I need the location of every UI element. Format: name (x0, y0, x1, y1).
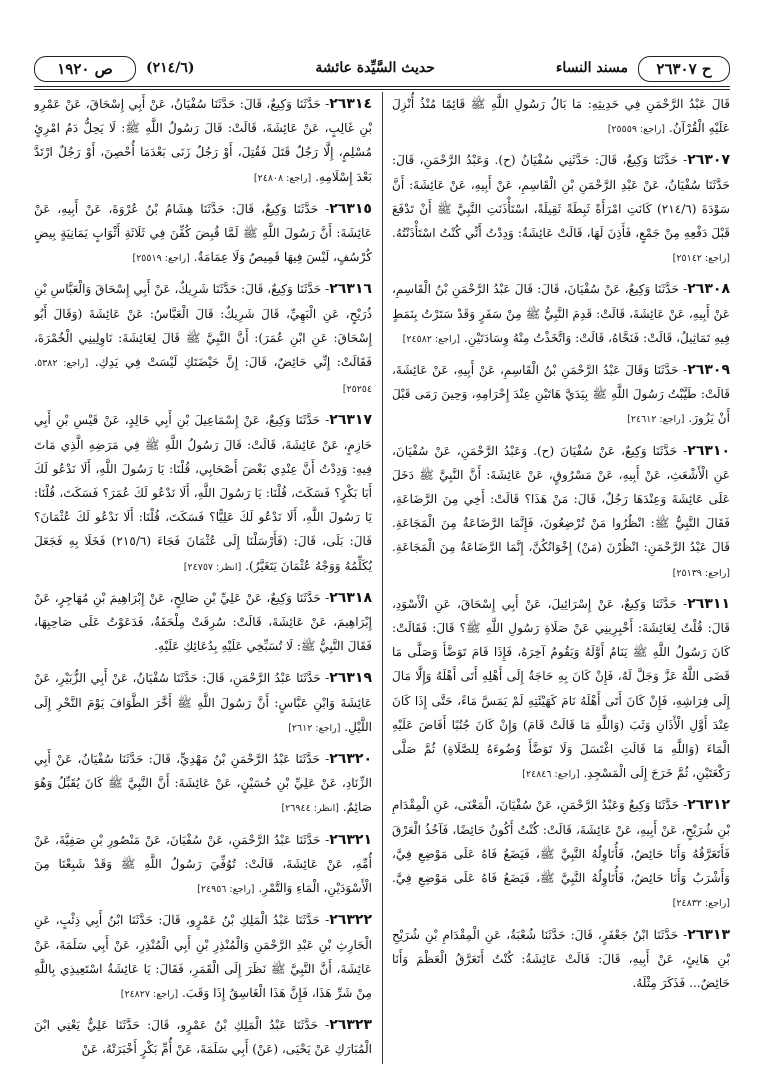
left-column (34, 92, 372, 1064)
musnad-title: مسند النساء (555, 60, 628, 76)
hadith-entry: ٢٦٣٠٧- حَدَّثَنَا وَكِيعٌ، قَالَ: حَدَّثَنِي سُفْيَانُ (ح). وَعَبْدُ الرَّحْمَنِ، قَالَ: حَدَّثَنَا سُفْيَانُ، عَنْ عَبْدِ الرَّحْمَنِ بْنِ الْقَاسِمِ، عَنْ أَبِيهِ، عَنْ عَائِشَةَ: أَنَّ سَوْدَةَ (٢١٤/٦) كَانَتِ امْرَأَةً ثَبِطَةً ثَقِيلَةً، اسْتَأْذَنَتِ النَّبِيَّ ﷺ أَنْ تَدْفَعَ قَبْلَ دَفْعِهِ مِنْ جَمْعٍ، فَأَذِنَ لَهَا، قَالَتْ عَائِشَةُ: وَدِدْتُ أَنِّي كُنْتُ اسْتَأْذَنْتُهُ. [راجع: ٢٥١٤٢] (392, 152, 730, 265)
hadith-entry: ٢٦٣١٤- حَدَّثَنَا وَكِيعٌ، قَالَ: حَدَّثَنَا سُفْيَانُ، عَنْ أَبِي إِسْحَاقَ، عَنْ عَمْرِو بْنِ غَالِبٍ، عَنْ عَائِشَةَ، قَالَتْ: قَالَ رَسُولُ اللَّهِ ﷺ: لَا يَحِلُّ دَمُ امْرِئٍ مُسْلِمٍ، إِلَّا رَجُلٌ قَتَلَ فَقُتِلَ، أَوْ رَجُلٌ زَنَى بَعْدَمَا أُحْصِنَ، أَوْ رَجُلٌ ارْتَدَّ بَعْدَ إِسْلَامِهِ. [راجع: ٢٤٨٠٨] (34, 96, 372, 184)
hadith-entry: ٢٦٣١٣- حَدَّثَنَا ابْنُ جَعْفَرٍ، قَالَ: حَدَّثَنَا شُعْبَةُ، عَنِ الْمِقْدَامِ بْنِ شُرَيْحِ بْنِ هَانِئٍ، عَنْ أَبِيهِ، قَالَ: قَالَتْ عَائِشَةُ: كُنْتُ أَتَعَرَّقُ الْعَظْمَ وَأَنَا حَائِضٌ... فَذَكَرَ مِثْلَهُ. (392, 926, 730, 990)
hadith-number: ٢٦٣١٧ (329, 412, 372, 429)
hadith-text: حَدَّثَنَا عَبْدُ الرَّحْمَنِ بْنُ مَهْدِيٍّ، قَالَ: حَدَّثَنَا سُفْيَانُ، عَنْ أَبِي الزِّنَادِ، عَنْ عَلِيِّ بْنِ حُسَيْنٍ، عَنْ عَائِشَةَ: أَنَّ النَّبِيَّ ﷺ كَانَ يُقَبِّلُ وَهُوَ صَائِمٌ. (34, 752, 372, 815)
hadith-number: ٢٦٣٠٩ (687, 362, 730, 379)
hadith-text: حَدَّثَنَا وَكِيعٌ، عَنْ إِسْمَاعِيلَ بْنِ أَبِي خَالِدٍ، عَنْ قَيْسِ بْنِ أَبِي حَازِمٍ، عَنْ عَائِشَةَ، قَالَتْ: قَالَ رَسُولُ اللَّهِ ﷺ فِي مَرَضِهِ الَّذِي مَاتَ فِيهِ: وَدِدْتُ أَنَّ عِنْدِي بَعْضَ أَصْحَابِي، قُلْنَا: يَا رَسُولَ اللَّهِ، أَلَا نَدْعُو لَكَ أَبَا بَكْرٍ؟ فَسَكَتَ، قُلْنَا: يَا رَسُولَ اللَّهِ، أَلَا نَدْعُو لَكَ عُمَرَ؟ فَسَكَتَ، قُلْنَا: يَا رَسُولَ اللَّهِ، أَلَا نَدْعُو لَكَ عَلِيًّا؟ فَسَكَتَ، قُلْنَا: أَلَا نَدْعُو لَكَ عُثْمَانَ؟ قَالَ: بَلَى، قَالَ: (فَأَرْسَلْنَا إِلَى عُثْمَانَ فَجَاءَ (٢١٥/٦) فَخَلَا بِهِ فَجَعَلَ يُكَلِّمُهُ وَوَجْهُ عُثْمَانَ يَتَغَيَّرُ). (34, 413, 372, 573)
hadith-number: ٢٦٣١٥ (329, 200, 372, 217)
header-rule (34, 86, 730, 87)
hadith-number: ٢٦٣١٦ (329, 281, 372, 298)
right-column (392, 92, 730, 1064)
hadith-ref: [انظر: ٢٤٧٥٧] (183, 561, 242, 573)
hadith-text: حَدَّثَنَا وَكِيعٌ، قَالَ: حَدَّثَنَا شَرِيكٌ، عَنْ أَبِي إِسْحَاقَ وَالْعَبَّاسِ بْنِ ذُرَيْحٍ، عَنِ الْبَهِيِّ، قَالَ شَرِيكٌ: قَالَ الْعَبَّاسُ: عَنْ عَائِشَةَ (وَقَالَ أَبُو إِسْحَاقَ: عَنِ ابْنِ عُمَرَ): أَنَّ النَّبِيَّ ﷺ قَالَ لِعَائِشَةَ: نَاوِلِينِي الْخُمْرَةَ، فَقَالَتْ: إِنِّي حَائِضٌ، قَالَ: إِنَّ حَيْضَتَكِ لَيْسَتْ فِي يَدِكِ. (34, 282, 372, 370)
hadith-text: حَدَّثَنَا وَكِيعٌ، قَالَ: حَدَّثَنِي سُفْيَانُ (ح). وَعَبْدُ الرَّحْمَنِ، قَالَ: حَدَّثَنَا سُفْيَانُ، عَنْ عَبْدِ الرَّحْمَنِ بْنِ الْقَاسِمِ، عَنْ أَبِيهِ، عَنْ عَائِشَةَ: أَنَّ سَوْدَةَ (٢١٤/٦) كَانَتِ امْرَأَةً ثَبِطَةً ثَقِيلَةً، اسْتَأْذَنَتِ النَّبِيَّ ﷺ أَنْ تَدْفَعَ قَبْلَ دَفْعِهِ مِنْ جَمْعٍ، فَأَذِنَ لَهَا، قَالَتْ عَائِشَةُ: وَدِدْتُ أَنِّي كُنْتُ اسْتَأْذَنْتُهُ. (392, 153, 730, 241)
hadith-range-box: ح ٢٦٣٠٧ (638, 56, 730, 82)
hadith-entry: ٢٦٣٢٣- حَدَّثَنَا عَبْدُ الْمَلِكِ بْنُ عَمْرٍو، قَالَ: حَدَّثَنَا عَلِيٌّ يَعْنِي ابْنَ الْمُبَارَكِ عَنْ يَحْيَى، (عَنْ) أَبِي سَلَمَةَ، عَنْ أُمِّ بَكْرٍ أَخْبَرَتْهُ، عَنْ (34, 1017, 372, 1057)
hadith-entry: ٢٦٣٠٨- حَدَّثَنَا وَكِيعٌ، عَنْ سُفْيَانَ، قَالَ: قَالَ عَبْدُ الرَّحْمَنِ بْنُ الْقَاسِمِ، عَنْ أَبِيهِ، عَنْ عَائِشَةَ، قَالَتْ: قَدِمَ النَّبِيُّ ﷺ مِنْ سَفَرٍ وَقَدْ سَتَرْتُ بِنَمَطٍ فِيهِ تَمَاثِيلُ، قَالَتْ: فَنَحَّاهُ، قَالَتْ: وَاتَّخَذْتُ مِنْهُ وِسَادَتَيْنِ. [راجع: ٢٤٥٨٢] (392, 281, 730, 345)
hadith-entry: ٢٦٣١٩- حَدَّثَنَا عَبْدُ الرَّحْمَنِ، قَالَ: حَدَّثَنَا سُفْيَانُ، عَنْ أَبِي الزُّبَيْرِ، عَنْ عَائِشَةَ وَابْنِ عَبَّاسٍ: أَنَّ رَسُولَ اللَّهِ ﷺ أَخَّرَ الطَّوَافَ يَوْمَ النَّحْرِ إِلَى اللَّيْلِ. [راجع: ٢٦١٢] (34, 670, 372, 734)
header-rule-thin (34, 89, 730, 90)
hadith-text: حَدَّثَنَا عَبْدُ الْمَلِكِ بْنُ عَمْرٍو، قَالَ: حَدَّثَنَا عَلِيٌّ يَعْنِي ابْنَ الْمُبَارَكِ عَنْ يَحْيَى، (عَنْ) أَبِي سَلَمَةَ، عَنْ أُمِّ بَكْرٍ أَخْبَرَتْهُ، عَنْ (34, 1018, 372, 1057)
hadith-entry: ٢٦٣١٨- حَدَّثَنَا وَكِيعٌ، عَنْ عَلِيِّ بْنِ صَالِحٍ، عَنْ إِبْرَاهِيمَ بْنِ مُهَاجِرٍ، عَنْ إِبْرَاهِيمَ، عَنْ عَائِشَةَ، قَالَتْ: سُرِقَتْ مِلْحَفَةٌ، فَدَعَوْتُ عَلَى صَاحِبِهَا، فَقَالَ النَّبِيُّ ﷺ: لَا تُسَبِّخِي عَلَيْهِ بِدُعَائِكِ عَلَيْهِ. (34, 589, 372, 654)
hadith-text: حَدَّثَنَا وَكِيعٌ، عَنْ إِسْرَائِيلَ، عَنْ أَبِي إِسْحَاقَ، عَنِ الْأَسْوَدِ، قَالَ: قُلْتُ لِعَائِشَةَ: أَخْبِرِينِي عَنْ صَلَاةِ رَسُولِ اللَّهِ ﷺ؟ قَالَ: فَقَالَتْ: كَانَ رَسُولُ اللَّهِ ﷺ يَنَامُ أَوَّلَهُ وَيَقُومُ آخِرَهُ، فَإِذَا قَامَ تَوَضَّأَ وَصَلَّى مَا قَضَى اللَّهُ عَزَّ وَجَلَّ لَهُ، فَإِنْ كَانَ بِهِ حَاجَةٌ إِلَى أَهْلِهِ أَتَى أَهْلَهُ وَإِلَّا مَالَ إِلَى فِرَاشِهِ، فَإِنْ كَانَ أَتَى أَهْلَهُ نَامَ كَهَيْئَتِهِ لَمْ يَمَسَّ مَاءً، حَتَّى إِذَا كَانَ عِنْدَ أَوَّلِ الْأَذَانِ وَثَبَ (وَاللَّهِ مَا قَالَتْ قَامَ) وَإِنْ كَانَ جُنُبًا أَفَاضَ عَلَيْهِ الْمَاءَ (وَاللَّهِ مَا قَالَتِ اغْتَسَلَ وَلَا تَوَضَّأَ وُضُوءَهُ لِلصَّلَاةِ) ثُمَّ صَلَّى رَكْعَتَيْنِ، ثُمَّ خَرَجَ إِلَى الْمَسْجِدِ. (392, 596, 730, 781)
hadith-entry: ٢٦٣١٢- حَدَّثَنَا وَكِيعٌ وَعَبْدُ الرَّحْمَنِ، عَنْ سُفْيَانَ، الْمَعْنَى، عَنِ الْمِقْدَامِ بْنِ شُرَيْحٍ، عَنْ أَبِيهِ، عَنْ عَائِشَةَ، قَالَتْ: كُنْتُ أَكُونُ حَائِضًا، فَآخُذُ الْعَرْقَ فَأَتَعَرَّقُهُ وَأَنَا حَائِضٌ، فَأُنَاوِلُهُ النَّبِيَّ ﷺ، فَيَضَعُ فَاهُ عَلَى مَوْضِعِ فِيَّ، وَأَشْرَبُ وَأَنَا حَائِضٌ، فَأُنَاوِلُهُ النَّبِيَّ ﷺ، فَيَضَعُ فَاهُ عَلَى مَوْضِعِ فِيَّ. [راجع: ٢٤٨٣٢] (392, 797, 730, 910)
hadith-number: ٢٦٣١٤ (329, 96, 372, 112)
hadith-ref: [راجع: ٢٥١٤٢] (672, 253, 730, 265)
continuation-text: قَالَ عَبْدُ الرَّحْمَنِ فِي حَدِيثِهِ: مَا بَالُ رَسُولِ اللَّهِ ﷺ قَائِمًا مُنْذُ أُنْزِلَ عَلَيْهِ الْقُرْآنُ. (392, 97, 730, 136)
hadith-number: ٢٦٣٢١ (329, 831, 372, 848)
hadith-number: ٢٦٣١٨ (329, 589, 372, 606)
hadith-ref: [راجع: ٢٤٨٣٢] (672, 898, 730, 910)
hadith-text: حَدَّثَنَا وَكِيعٌ، عَنْ سُفْيَانَ، قَالَ: قَالَ عَبْدُ الرَّحْمَنِ بْنُ الْقَاسِمِ، عَنْ أَبِيهِ، عَنْ عَائِشَةَ، قَالَتْ: قَدِمَ النَّبِيُّ ﷺ مِنْ سَفَرٍ وَقَدْ سَتَرْتُ بِنَمَطٍ فِيهِ تَمَاثِيلُ، قَالَتْ: فَنَحَّاهُ، قَالَتْ: وَاتَّخَذْتُ مِنْهُ وِسَادَتَيْنِ. (392, 282, 730, 345)
hadith-entry: ٢٦٣٢٠- حَدَّثَنَا عَبْدُ الرَّحْمَنِ بْنُ مَهْدِيٍّ، قَالَ: حَدَّثَنَا سُفْيَانُ، عَنْ أَبِي الزِّنَادِ، عَنْ عَلِيِّ بْنِ حُسَيْنٍ، عَنْ عَائِشَةَ: أَنَّ النَّبِيَّ ﷺ كَانَ يُقَبِّلُ وَهُوَ صَائِمٌ. [انظر: ٢٦٩٤٤] (34, 751, 372, 815)
hadith-number: ٢٦٣١١ (687, 595, 730, 612)
hadith-ref: [راجع: ٢٤٨٠٨] (253, 172, 312, 184)
hadith-number: ٢٦٣٢٠ (329, 751, 372, 768)
hadith-number: ٢٦٣١٩ (329, 670, 372, 687)
hadith-text: حَدَّثَنَا وَكِيعٌ، قَالَ: حَدَّثَنَا هِشَامُ بْنُ عُرْوَةَ، عَنْ أَبِيهِ، عَنْ عَائِشَةَ: أَنَّ رَسُولَ اللَّهِ ﷺ لَمَّا قُبِضَ كُفِّنَ فِي ثَلَاثَةِ أَثْوَابٍ يَمَانِيَةٍ بِيضٍ كُرْسُفٍ، لَيْسَ فِيهَا قَمِيصٌ وَلَا عِمَامَةٌ. (34, 201, 372, 265)
hadith-entry: ٢٦٣١٧- حَدَّثَنَا وَكِيعٌ، عَنْ إِسْمَاعِيلَ بْنِ أَبِي خَالِدٍ، عَنْ قَيْسِ بْنِ أَبِي حَازِمٍ، عَنْ عَائِشَةَ، قَالَتْ: قَالَ رَسُولُ اللَّهِ ﷺ فِي مَرَضِهِ الَّذِي مَاتَ فِيهِ: وَدِدْتُ أَنَّ عِنْدِي بَعْضَ أَصْحَابِي، قُلْنَا: يَا رَسُولَ اللَّهِ، أَلَا نَدْعُو لَكَ أَبَا بَكْرٍ؟ فَسَكَتَ، قُلْنَا: يَا رَسُولَ اللَّهِ، أَلَا نَدْعُو لَكَ عُمَرَ؟ فَسَكَتَ، قُلْنَا: يَا رَسُولَ اللَّهِ، أَلَا نَدْعُو لَكَ عَلِيًّا؟ فَسَكَتَ، قُلْنَا: أَلَا نَدْعُو لَكَ عُثْمَانَ؟ قَالَ: بَلَى، قَالَ: (فَأَرْسَلْنَا إِلَى عُثْمَانَ فَجَاءَ (٢١٥/٦) فَخَلَا بِهِ فَجَعَلَ يُكَلِّمُهُ وَوَجْهُ عُثْمَانَ يَتَغَيَّرُ). [انظر: ٢٤٧٥٧] (34, 412, 372, 573)
hadith-ref: [راجع: ٢٤٦١٢] (627, 414, 685, 426)
hadith-number: ٢٦٣٠٨ (687, 281, 730, 298)
hadith-number: ٢٦٣١٢ (687, 797, 730, 814)
hadith-ref: [راجع: ٥٣٨٢، ٢٥٢٥٤] (34, 358, 372, 396)
hadith-entry: ٢٦٣١١- حَدَّثَنَا وَكِيعٌ، عَنْ إِسْرَائِيلَ، عَنْ أَبِي إِسْحَاقَ، عَنِ الْأَسْوَدِ، قَالَ: قُلْتُ لِعَائِشَةَ: أَخْبِرِينِي عَنْ صَلَاةِ رَسُولِ اللَّهِ ﷺ؟ قَالَ: فَقَالَتْ: كَانَ رَسُولُ اللَّهِ ﷺ يَنَامُ أَوَّلَهُ وَيَقُومُ آخِرَهُ، فَإِذَا قَامَ تَوَضَّأَ وَصَلَّى مَا قَضَى اللَّهُ عَزَّ وَجَلَّ لَهُ، فَإِنْ كَانَ بِهِ حَاجَةٌ إِلَى أَهْلِهِ أَتَى أَهْلَهُ وَإِلَّا مَالَ إِلَى فِرَاشِهِ، فَإِنْ كَانَ أَتَى أَهْلَهُ نَامَ كَهَيْئَتِهِ لَمْ يَمَسَّ مَاءً، حَتَّى إِذَا كَانَ عِنْدَ أَوَّلِ الْأَذَانِ وَثَبَ (وَاللَّهِ مَا قَالَتْ قَامَ) وَإِنْ كَانَ جُنُبًا أَفَاضَ عَلَيْهِ الْمَاءَ (وَاللَّهِ مَا قَالَتِ اغْتَسَلَ وَلَا تَوَضَّأَ وُضُوءَهُ لِلصَّلَاةِ) ثُمَّ صَلَّى رَكْعَتَيْنِ، ثُمَّ خَرَجَ إِلَى الْمَسْجِدِ. [راجع: ٢٤٨٤٦] (392, 595, 730, 781)
continuation-entry (392, 92, 730, 142)
hadith-text: حَدَّثَنَا عَبْدُ الْمَلِكِ بْنُ عَمْرٍو، قَالَ: حَدَّثَنَا ابْنُ أَبِي ذِئْبٍ، عَنِ الْحَارِثِ بْنِ عَبْدِ الرَّحْمَنِ وَالْمُنْذِرِ بْنِ أَبِي الْمُنْذِرِ، عَنْ أَبِي سَلَمَةَ، عَنْ عَائِشَةَ، أَنَّ النَّبِيَّ ﷺ نَظَرَ إِلَى الْقَمَرِ، فَقَالَ: يَا عَائِشَةُ اسْتَعِيذِي بِاللَّهِ مِنْ شَرِّ هَذَا، فَإِنَّ هَذَا الْغَاسِقُ إِذَا وَقَبَ. (34, 913, 372, 1000)
hadith-number: ٢٦٣٢٣ (329, 1017, 372, 1034)
hadith-number: ٢٦٣١٣ (687, 926, 730, 943)
hadith-number: ٢٦٣١٠ (687, 442, 730, 459)
hadith-ref: [راجع: ٢٤٩٥٦] (197, 884, 255, 896)
hadith-text: حَدَّثَنَا وَكِيعٌ، قَالَ: حَدَّثَنَا سُفْيَانُ، عَنْ أَبِي إِسْحَاقَ، عَنْ عَمْرِو بْنِ غَالِبٍ، عَنْ عَائِشَةَ، قَالَتْ: قَالَ رَسُولُ اللَّهِ ﷺ: لَا يَحِلُّ دَمُ امْرِئٍ مُسْلِمٍ، إِلَّا رَجُلٌ قَتَلَ فَقُتِلَ، أَوْ رَجُلٌ زَنَى بَعْدَمَا أُحْصِنَ، أَوْ رَجُلٌ ارْتَدَّ بَعْدَ إِسْلَامِهِ. (34, 97, 372, 184)
hadith-ref: [راجع: ٢٥١٣٩] (672, 567, 730, 579)
page-number-box: ص ١٩٢٠ (34, 56, 136, 82)
hadith-text: حَدَّثَنَا عَبْدُ الرَّحْمَنِ، عَنْ سُفْيَانَ، عَنْ مَنْصُورِ بْنِ صَفِيَّةَ، عَنْ أُمِّهِ، عَنْ عَائِشَةَ، قَالَتْ: تُوُفِّيَ رَسُولُ اللَّهِ ﷺ وَقَدْ شَبِعْنَا مِنَ الْأَسْوَدَيْنِ، الْمَاءِ وَالتَّمْرِ. (34, 832, 372, 896)
column-divider (382, 92, 383, 1064)
hadith-entry: ٢٦٣١٥- حَدَّثَنَا وَكِيعٌ، قَالَ: حَدَّثَنَا هِشَامُ بْنُ عُرْوَةَ، عَنْ أَبِيهِ، عَنْ عَائِشَةَ: أَنَّ رَسُولَ اللَّهِ ﷺ لَمَّا قُبِضَ كُفِّنَ فِي ثَلَاثَةِ أَثْوَابٍ يَمَانِيَةٍ بِيضٍ كُرْسُفٍ، لَيْسَ فِيهَا قَمِيصٌ وَلَا عِمَامَةٌ. [راجع: ٢٥٥١٩] (34, 200, 372, 265)
hadith-number: ٢٦٣٢٢ (329, 912, 372, 929)
hadith-text: حَدَّثَنَا وَكِيعٌ وَعَبْدُ الرَّحْمَنِ، عَنْ سُفْيَانَ، الْمَعْنَى، عَنِ الْمِقْدَامِ بْنِ شُرَيْحٍ، عَنْ أَبِيهِ، عَنْ عَائِشَةَ، قَالَتْ: كُنْتُ أَكُونُ حَائِضًا، فَآخُذُ الْعَرْقَ فَأَتَعَرَّقُهُ وَأَنَا حَائِضٌ، فَأُنَاوِلُهُ النَّبِيَّ ﷺ، فَيَضَعُ فَاهُ عَلَى مَوْضِعِ فِيَّ، وَأَشْرَبُ وَأَنَا حَائِضٌ، فَأُنَاوِلُهُ النَّبِيَّ ﷺ، فَيَضَعُ فَاهُ عَلَى مَوْضِعِ فِيَّ. (392, 798, 730, 886)
hadith-number: ٢٦٣٠٧ (687, 152, 730, 169)
hadith-title: حديث السَّيِّدة عائشة (315, 60, 435, 76)
volume-ref: (٢١٤/٦) (146, 60, 195, 76)
page-header (34, 52, 730, 88)
hadith-entry: ٢٦٣١٦- حَدَّثَنَا وَكِيعٌ، قَالَ: حَدَّثَنَا شَرِيكٌ، عَنْ أَبِي إِسْحَاقَ وَالْعَبَّاسِ بْنِ ذُرَيْحٍ، عَنِ الْبَهِيِّ، قَالَ شَرِيكٌ: قَالَ الْعَبَّاسُ: عَنْ عَائِشَةَ (وَقَالَ أَبُو إِسْحَاقَ: عَنِ ابْنِ عُمَرَ): أَنَّ النَّبِيَّ ﷺ قَالَ لِعَائِشَةَ: نَاوِلِينِي الْخُمْرَةَ، فَقَالَتْ: إِنِّي حَائِضٌ، قَالَ: إِنَّ حَيْضَتَكِ لَيْسَتْ فِي يَدِكِ. [راجع: ٥٣٨٢، ٢٥٢٥٤] (34, 281, 372, 396)
hadith-text: حَدَّثَنَا عَبْدُ الرَّحْمَنِ، قَالَ: حَدَّثَنَا سُفْيَانُ، عَنْ أَبِي الزُّبَيْرِ، عَنْ عَائِشَةَ وَابْنِ عَبَّاسٍ: أَنَّ رَسُولَ اللَّهِ ﷺ أَخَّرَ الطَّوَافَ يَوْمَ النَّحْرِ إِلَى اللَّيْلِ. (34, 671, 372, 734)
hadith-text: حَدَّثَنَا وَكِيعٌ، عَنْ سُفْيَانَ (ح). وَعَبْدُ الرَّحْمَنِ، عَنْ سُفْيَانَ، عَنِ الْأَشْعَثِ، عَنْ أَبِيهِ، عَنْ مَسْرُوقٍ، عَنْ عَائِشَةَ: أَنَّ النَّبِيَّ ﷺ دَخَلَ عَلَى عَائِشَةَ وَعِنْدَهَا رَجُلٌ، قَالَ: مَنْ هَذَا؟ قَالَتْ: أَخِي مِنَ الرَّضَاعَةِ، فَقَالَ النَّبِيُّ ﷺ: انْظُرُوا مَنْ تُرْضِعُونَ، فَإِنَّمَا الرَّضَاعَةُ مِنَ الْمَجَاعَةِ. قَالَ عَبْدُ الرَّحْمَنِ: انْظُرْنَ (مَنْ) إِخْوَانُكُنَّ، إِنَّمَا الرَّضَاعَةُ مِنَ الْمَجَاعَةِ. (392, 443, 730, 555)
hadith-text: حَدَّثَنَا ابْنُ جَعْفَرٍ، قَالَ: حَدَّثَنَا شُعْبَةُ، عَنِ الْمِقْدَامِ بْنِ شُرَيْحِ بْنِ هَانِئٍ، عَنْ أَبِيهِ، قَالَ: قَالَتْ عَائِشَةُ: كُنْتُ أَتَعَرَّقُ الْعَظْمَ وَأَنَا حَائِضٌ... فَذَكَرَ مِثْلَهُ. (392, 927, 730, 990)
hadith-text: حَدَّثَنَا وَقَالَ عَبْدُ الرَّحْمَنِ بْنُ الْقَاسِمِ، عَنْ أَبِيهِ، عَنْ عَائِشَةَ، قَالَتْ: طَيَّبْتُ رَسُولَ اللَّهِ ﷺ بِيَدَيَّ هَاتَيْنِ عِنْدَ إِحْرَامِهِ، وَحِينَ رَمَى قَبْلَ أَنْ يَزُورَ. (392, 363, 730, 426)
hadith-ref: [راجع: ٢٤٨٤٦] (522, 769, 580, 781)
header-titles (140, 56, 634, 80)
continuation-ref: [راجع: ٢٥٥٥٩] (607, 124, 666, 136)
hadith-ref: [راجع: ٢٦١٢] (288, 722, 341, 734)
hadith-text: حَدَّثَنَا وَكِيعٌ، عَنْ عَلِيِّ بْنِ صَالِحٍ، عَنْ إِبْرَاهِيمَ بْنِ مُهَاجِرٍ، عَنْ إِبْرَاهِيمَ، عَنْ عَائِشَةَ، قَالَتْ: سُرِقَتْ مِلْحَفَةٌ، فَدَعَوْتُ عَلَى صَاحِبِهَا، فَقَالَ النَّبِيُّ ﷺ: لَا تُسَبِّخِي عَلَيْهِ بِدُعَائِكِ عَلَيْهِ. (34, 590, 372, 654)
hadith-ref: [راجع: ٢٤٨٢٧] (120, 988, 179, 1000)
hadith-ref: [راجع: ٢٤٥٨٢] (402, 333, 460, 345)
hadith-entry: ٢٦٣٢١- حَدَّثَنَا عَبْدُ الرَّحْمَنِ، عَنْ سُفْيَانَ، عَنْ مَنْصُورِ بْنِ صَفِيَّةَ، عَنْ أُمِّهِ، عَنْ عَائِشَةَ، قَالَتْ: تُوُفِّيَ رَسُولُ اللَّهِ ﷺ وَقَدْ شَبِعْنَا مِنَ الْأَسْوَدَيْنِ، الْمَاءِ وَالتَّمْرِ. [راجع: ٢٤٩٥٦] (34, 831, 372, 896)
hadith-ref: [راجع: ٢٥٥١٩] (132, 253, 190, 265)
hadith-entry: ٢٦٣٠٩- حَدَّثَنَا وَقَالَ عَبْدُ الرَّحْمَنِ بْنُ الْقَاسِمِ، عَنْ أَبِيهِ، عَنْ عَائِشَةَ، قَالَتْ: طَيَّبْتُ رَسُولَ اللَّهِ ﷺ بِيَدَيَّ هَاتَيْنِ عِنْدَ إِحْرَامِهِ، وَحِينَ رَمَى قَبْلَ أَنْ يَزُورَ. [راجع: ٢٤٦١٢] (392, 362, 730, 426)
hadith-entry: ٢٦٣٢٢- حَدَّثَنَا عَبْدُ الْمَلِكِ بْنُ عَمْرٍو، قَالَ: حَدَّثَنَا ابْنُ أَبِي ذِئْبٍ، عَنِ الْحَارِثِ بْنِ عَبْدِ الرَّحْمَنِ وَالْمُنْذِرِ بْنِ أَبِي الْمُنْذِرِ، عَنْ أَبِي سَلَمَةَ، عَنْ عَائِشَةَ، أَنَّ النَّبِيَّ ﷺ نَظَرَ إِلَى الْقَمَرِ، فَقَالَ: يَا عَائِشَةُ اسْتَعِيذِي بِاللَّهِ مِنْ شَرِّ هَذَا، فَإِنَّ هَذَا الْغَاسِقُ إِذَا وَقَبَ. [راجع: ٢٤٨٢٧] (34, 912, 372, 1000)
hadith-entry: ٢٦٣١٠- حَدَّثَنَا وَكِيعٌ، عَنْ سُفْيَانَ (ح). وَعَبْدُ الرَّحْمَنِ، عَنْ سُفْيَانَ، عَنِ الْأَشْعَثِ، عَنْ أَبِيهِ، عَنْ مَسْرُوقٍ، عَنْ عَائِشَةَ: أَنَّ النَّبِيَّ ﷺ دَخَلَ عَلَى عَائِشَةَ وَعِنْدَهَا رَجُلٌ، قَالَ: مَنْ هَذَا؟ قَالَتْ: أَخِي مِنَ الرَّضَاعَةِ، فَقَالَ النَّبِيُّ ﷺ: انْظُرُوا مَنْ تُرْضِعُونَ، فَإِنَّمَا الرَّضَاعَةُ مِنَ الْمَجَاعَةِ. قَالَ عَبْدُ الرَّحْمَنِ: انْظُرْنَ (مَنْ) إِخْوَانُكُنَّ، إِنَّمَا الرَّضَاعَةُ مِنَ الْمَجَاعَةِ. [راجع: ٢٥١٣٩] (392, 442, 730, 579)
hadith-ref: [انظر: ٢٦٩٤٤] (281, 803, 339, 815)
